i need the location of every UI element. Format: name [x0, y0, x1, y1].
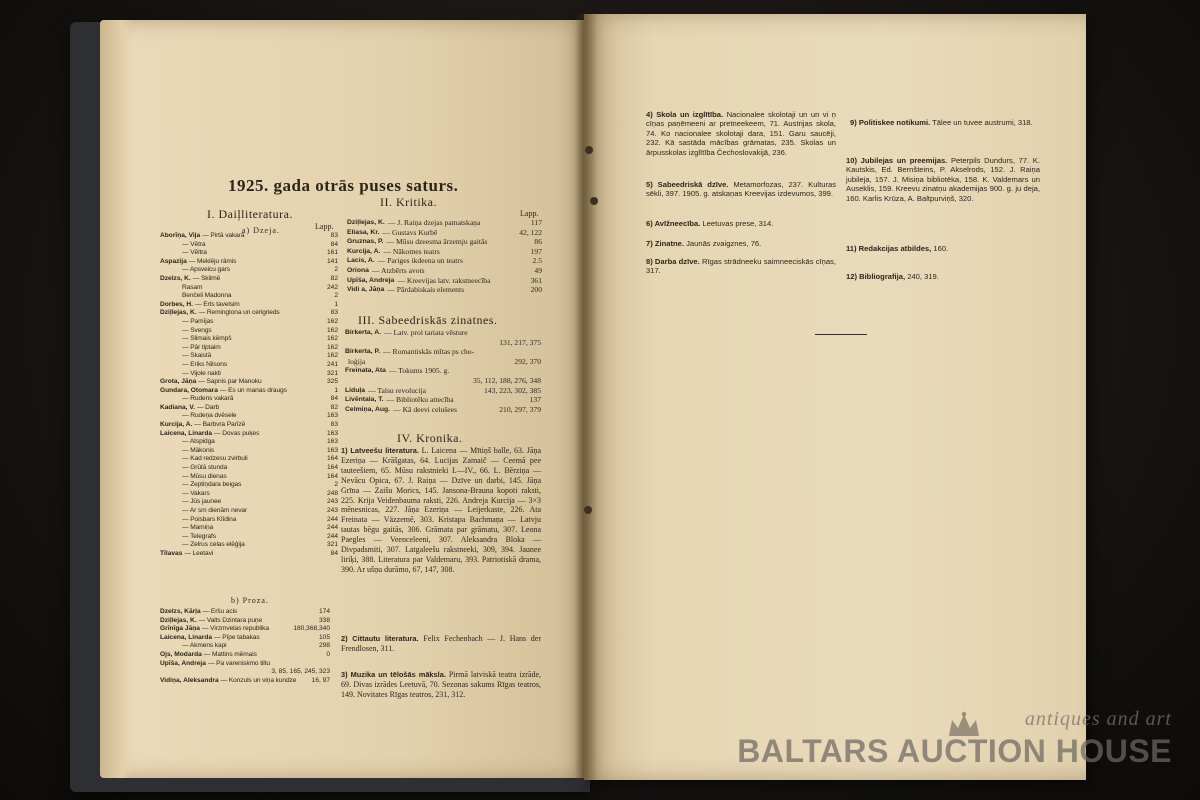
right-item-sabeedriska-dzive-text: Metamorfozas, 237. Kulturas sēkli, 397. 1905. g. atskaņas Kreevijas izdevumos, 399.: [646, 180, 836, 199]
entry-page: 2.5: [532, 256, 542, 266]
proza-entry: [160, 634, 330, 643]
dzeja-entry: [160, 412, 338, 421]
entry-page: 163: [326, 446, 338, 454]
lapp-label-daili: Lapp.: [315, 222, 334, 231]
entry-page: 84: [330, 240, 338, 248]
dzeja-entry: [160, 490, 338, 499]
right-item-avizneeciba: [646, 219, 836, 228]
dzeja-entry: [160, 352, 338, 361]
entry-author: Aborīņa, Vija: [160, 232, 201, 239]
entry-title: — Ar sm dienām nevar: [182, 507, 248, 514]
entry-page: 163: [326, 438, 338, 446]
entry-page: 242: [326, 283, 338, 291]
dzeja-entry: [160, 387, 338, 396]
entry-title: — Zeptiņdara beigas: [182, 481, 242, 489]
entry-title: — Vijole nakti: [182, 369, 221, 377]
dzeja-entry: [160, 524, 338, 533]
entry-page: 162: [326, 317, 338, 325]
entry-author: Dziļlejas, K.: [160, 616, 197, 624]
right-item-politiskee: [850, 118, 1040, 127]
entry-page: 164: [326, 464, 338, 472]
right-item-jubilejas-text: Peterpils Dundurs, 77. K. Kautskis, Ed. Bernšteins, P. Akselrods, 152. J. Raiņa jubileja, 157. J. Misiņa bibliotēka, 158. K. Valdemars un Auseklis, 159. Kreevu zinatņu akademijas 900. g. ju deja, 160. Karlis Krūza, A. Baltpurviņš, 320.: [846, 156, 1040, 203]
entry-title: — Grūtā stunda: [182, 464, 228, 472]
kritika-entry: [347, 228, 542, 238]
entry-page: 244: [326, 532, 338, 540]
entry-page: 141: [326, 257, 338, 265]
entry-title: — Mattins mēmais: [203, 650, 257, 658]
entry-page: [539, 366, 541, 376]
entry-page: 161: [326, 249, 338, 257]
dzeja-entry: [160, 370, 338, 379]
entry-title: — Konzuls un viņa kundze: [220, 676, 297, 684]
section-heading-daili: I. Daiļliteratura.: [207, 207, 293, 221]
entry-page: 248: [326, 489, 338, 497]
entry-page: 86: [534, 237, 542, 247]
entry-author: Dzelzs, K.: [160, 274, 191, 282]
proza-entry: [160, 651, 330, 660]
entry-title: [345, 376, 471, 386]
proza-entry: [160, 625, 330, 634]
dzeja-entry: [160, 232, 338, 241]
right-item-redakcijas-text: 160.: [933, 244, 949, 253]
entry-title: — Darb: [196, 403, 220, 411]
entry-title: [160, 668, 269, 677]
dzeja-entry: [160, 266, 338, 275]
entry-title: — Pīpe tabakas: [214, 633, 260, 641]
entry-page: 162: [326, 335, 338, 343]
entry-page: 82: [330, 274, 338, 282]
zinatnes-entry: [345, 395, 541, 405]
entry-page: 3, 85, 165, 245, 323: [271, 668, 330, 676]
right-item-sabeedriska-dzive: [646, 180, 836, 199]
end-rule: [815, 334, 867, 335]
entry-title: — Virzmvelas republika: [201, 625, 269, 633]
entry-page: 0: [326, 650, 330, 658]
entry-title: — Skilmē: [192, 274, 221, 282]
entry-title: — Vakars: [182, 489, 210, 497]
proza-entry: [160, 642, 330, 651]
right-item-darba-dzive: [646, 257, 836, 276]
entry-author: Celmiņa, Aug.: [345, 405, 391, 413]
dzeja-entry: [160, 249, 338, 258]
entry-title: — Zelrus celas elēģija: [182, 541, 245, 549]
entry-title: — Pamījas: [182, 317, 214, 325]
entry-title: — Tokums 1905. g.: [388, 366, 450, 376]
entry-author: Kurcija, A.: [347, 247, 381, 255]
entry-page: 117: [530, 218, 542, 227]
dzeja-entry: [160, 292, 338, 301]
entry-page: 82: [330, 403, 338, 411]
dzeja-entry: [160, 395, 338, 404]
entry-author: Upīša, Andreja: [160, 659, 206, 667]
dzeja-entry: [160, 455, 338, 464]
entry-page: 210, 297, 379: [499, 404, 541, 414]
dzeja-entry: [160, 275, 338, 284]
right-item-sabeedriska-dzive-heading: 5) Sabeedriskā dzīve.: [646, 180, 729, 189]
entry-page: 49: [534, 265, 542, 275]
zinatnes-entry: [345, 405, 541, 415]
entry-title: — Nākotnes teatrs: [383, 246, 440, 256]
entry-author: Aspazija: [160, 257, 187, 265]
entry-page: [539, 347, 541, 357]
dzeja-entry: [160, 258, 338, 267]
entry-page: 180,368,340: [293, 625, 330, 633]
entry-title: — Apsveicu gars: [182, 266, 230, 274]
entry-title: — Meklēju rāmis: [188, 257, 237, 265]
entry-title: — Vētra: [182, 240, 206, 248]
entry-page: 83: [330, 309, 338, 317]
dzeja-entry: [160, 241, 338, 250]
dzeja-entry: [160, 473, 338, 482]
right-item-avizneeciba-heading: 6) Avīžneecība.: [646, 219, 701, 228]
entry-author: Laicena, Linarda: [160, 633, 213, 641]
entry-title: — J. Raiņa dzejas pamatskaņa: [387, 218, 481, 227]
entry-page: 84: [330, 549, 338, 557]
kritika-list: [347, 218, 542, 295]
entry-page: 162: [326, 326, 338, 334]
entry-page: 338: [318, 616, 330, 624]
right-item-skola-heading: 4) Skola un izglītība.: [646, 110, 724, 119]
entry-author: Dziļlejas, K.: [347, 219, 385, 226]
proza-list: [160, 608, 330, 685]
dzeja-entry: [160, 438, 338, 447]
entry-title: [345, 338, 497, 348]
dzeja-entry: [160, 507, 338, 516]
zinatnes-entry: [345, 347, 541, 357]
entry-page: 16, 97: [311, 676, 330, 684]
dzeja-entry: [160, 550, 338, 559]
right-item-jubilejas: [846, 156, 1040, 203]
entry-title: — Bibliotēku attecība: [386, 395, 454, 405]
entry-author: Eliasa, Kr.: [347, 228, 380, 236]
entry-page: 241: [326, 360, 338, 368]
entry-title: — Romantiskās mītas ps cho-: [383, 347, 475, 357]
section-heading-kronika: IV. Kronika.: [397, 431, 463, 445]
right-item-redakcijas: [846, 244, 1040, 253]
kritika-entry: [347, 266, 542, 276]
entry-title: — Pār tiptaim: [182, 343, 221, 351]
dzeja-entry: [160, 327, 338, 336]
dzeja-entry: [160, 318, 338, 327]
dzeja-entry: [160, 344, 338, 353]
entry-title: — Slimais kēmpš: [182, 335, 232, 343]
entry-page: 243: [326, 507, 338, 514]
entry-author: Tīlavas: [160, 549, 183, 557]
entry-page: 162: [326, 352, 338, 360]
entry-title: — Leetavi: [184, 549, 214, 557]
proza-entry: [160, 668, 330, 677]
zinatnes-entry: [345, 386, 541, 396]
entry-page: 83: [330, 232, 338, 239]
entry-title: — Mākonis: [182, 446, 215, 454]
dzeja-entry: [160, 309, 338, 318]
entry-title: — Telegrafs: [182, 532, 216, 540]
right-item-bibliografija-heading: 12) Bibliografija,: [846, 272, 906, 281]
right-item-skola-text: Nacionalee skolotaji un un vi ņ cīņas paņēmeeni ar pretneekeem, 71. Austrijas skola, 74. Ko nacionalee skolotaji dara, 151. Garu saucēji, 232. Kā sastāda mācības grāmatas, 235. Skolas un ārpusskolas izglītība Čechoslovakijā, 236.: [646, 110, 836, 157]
kritika-entry: [347, 218, 542, 228]
entry-author: Grota, Jāņa: [160, 378, 197, 386]
entry-title: — Pirtā vakarā: [202, 232, 245, 239]
zinatnes-entry: [345, 357, 541, 367]
entry-title: — Pārdabiskais elements: [387, 285, 465, 295]
entry-author: Vidi a, Jāņa: [347, 286, 385, 294]
kronika-paragraph-1-heading: 1) Latveešu literatura.: [341, 446, 419, 455]
entry-page: 197: [530, 246, 542, 256]
entry-page: 321: [326, 369, 338, 377]
kronika-paragraph-3-heading: 3) Muzika un tēlošās māksla.: [341, 670, 446, 679]
section-heading-kritika: II. Kritika.: [380, 195, 437, 209]
entry-page: 83: [330, 421, 338, 429]
entry-title: — Mūsu dzeesma ārzemju gaitās: [386, 237, 488, 247]
entry-author: Dzelzs, Kārļa: [160, 608, 201, 615]
kronika-paragraph-1: [341, 446, 541, 575]
entry-page: 105: [318, 633, 330, 641]
right-item-politiskee-heading: 9) Politiskee notikumi.: [850, 118, 931, 127]
kritika-entry: [347, 256, 542, 266]
dzeja-entry: [160, 498, 338, 507]
right-item-politiskee-text: Tālee un tuvee austrumi, 318.: [932, 118, 1033, 127]
entry-page: 84: [330, 395, 338, 403]
section-heading-zinatnes: III. Sabeedriskās zinatnes.: [358, 313, 498, 327]
entry-page: 1: [334, 386, 338, 394]
right-item-avizneeciba-text: Leetuvas prese, 314.: [702, 219, 774, 228]
entry-title: — Jūs jaunee: [182, 498, 222, 506]
zinatnes-list: [345, 328, 541, 414]
right-item-zinatne-text: Jaunās zvaigznes, 76.: [686, 239, 762, 248]
dzeja-entry: [160, 447, 338, 456]
entry-page: 244: [326, 524, 338, 532]
entry-title: — Pa vareniskmo tiltu: [207, 659, 270, 667]
entry-page: 162: [326, 343, 338, 351]
entry-author: Livēntala, T.: [345, 396, 384, 404]
entry-page: 143, 223, 302, 385: [484, 385, 541, 395]
entry-author: Lacis, A.: [347, 257, 375, 265]
kritika-entry: [347, 237, 542, 247]
entry-title: — Sapnis par Manoku: [198, 378, 262, 386]
entry-page: 243: [326, 498, 338, 506]
entry-page: 298: [318, 642, 330, 650]
proza-entry: [160, 608, 330, 617]
entry-title: — Akmens kapi: [182, 642, 227, 650]
entry-author: Gundara, Otomara: [160, 386, 218, 394]
entry-page: [539, 328, 541, 338]
entry-page: [328, 660, 330, 669]
dzeja-entry: [160, 421, 338, 430]
entry-title: — Svengs: [182, 326, 212, 334]
entry-page: 325: [326, 378, 338, 386]
entry-title: loģija: [348, 356, 366, 366]
dzeja-entry: [160, 541, 338, 550]
entry-title: — Talsu revolucija: [368, 385, 426, 395]
dzeja-list: [160, 232, 338, 559]
entry-title: — Eršu acis: [202, 608, 238, 615]
entry-author: Dziļlejas, K.: [160, 309, 197, 317]
right-item-redakcijas-heading: 11) Redakcijas atbildes,: [846, 244, 932, 253]
entry-page: 137: [529, 395, 541, 405]
entry-author: Vidiņa, Aleksandra: [160, 676, 219, 684]
entry-title: — Rudens vakarā: [182, 395, 234, 403]
entry-author: Upīša, Andreja: [347, 276, 395, 284]
entry-page: 2: [334, 481, 338, 489]
entry-title: — Gustavs Kurbē: [382, 227, 438, 237]
entry-title: — Es un manas draugs: [219, 386, 287, 394]
entry-page: 164: [326, 472, 338, 480]
kronika-paragraph-3-text: Pirmā latviskā teatra izrāde, 69. Divas izrādes Leetuvā, 70. Sezonas sakums Rīgas teatros, 149. Novitates Rīgas teatros, 231, 312.: [341, 670, 542, 699]
kronika-paragraph-3: [341, 670, 541, 700]
entry-title: — Pariges ikdeena un teatrs: [377, 256, 463, 266]
right-item-jubilejas-heading: 10) Jubilejas un preemijas.: [846, 156, 948, 165]
entry-title: — Rudeņa dvēsele: [182, 412, 237, 420]
right-item-skola: [646, 110, 836, 157]
entry-title: — Kreevijas latv. rakstneecība: [397, 275, 491, 285]
dzeja-entry: [160, 378, 338, 387]
entry-author: Gruznas, P.: [347, 238, 384, 246]
entry-title: Benčeli Madonna: [182, 292, 232, 300]
kronika-paragraph-2-text: Felix Fechenbach — J. Hans der Frendlosen, 311.: [341, 634, 542, 653]
entry-page: 42, 122: [519, 227, 542, 237]
dzeja-entry: [160, 464, 338, 473]
kronika-paragraph-2-heading: 2) Cittautu literatura.: [341, 634, 419, 643]
right-item-zinatne: [646, 239, 836, 248]
page-title: 1925. gada otrās puses saturs.: [228, 176, 459, 195]
entry-title: — Skaistā: [182, 352, 212, 360]
zinatnes-entry: [345, 328, 541, 338]
proza-entry: [160, 617, 330, 626]
entry-title: — Eriks Nilsons: [182, 360, 228, 368]
entry-title: — Kad redzesu zvirbuli: [182, 455, 248, 463]
dzeja-entry: [160, 335, 338, 344]
kritika-entry: [347, 247, 542, 257]
right-item-bibliografija: [846, 272, 1040, 281]
entry-author: Laicena, Linarda: [160, 429, 213, 437]
entry-author: Birkerta, P.: [345, 348, 381, 356]
entry-author: Dorbes, H.: [160, 300, 193, 308]
entry-page: 292, 370: [514, 356, 541, 366]
dzeja-entry: [160, 430, 338, 439]
entry-title: — Kā deevi celušees: [393, 404, 457, 414]
entry-page: 131, 217, 375: [499, 337, 541, 347]
entry-title: — Dovas puķes: [214, 429, 260, 437]
right-item-darba-dzive-text: Rīgas strādneeku saimneeciskās cīņas, 317.: [646, 257, 836, 276]
entry-title: — Latv. prol tariata vēsture: [384, 328, 468, 337]
entry-title: — Remingtona un cerigrieds: [198, 309, 280, 317]
entry-page: 164: [326, 455, 338, 463]
watermark-brand: BALTARS AUCTION HOUSE: [737, 733, 1172, 769]
dzeja-entry: [160, 361, 338, 370]
entry-author: Oriona: [347, 266, 369, 274]
entry-page: 2: [334, 266, 338, 274]
auction-watermark: [737, 708, 1172, 770]
subheading-dzeja: a) Dzeja.: [242, 226, 280, 235]
entry-title: — Atzbērts avots: [371, 265, 425, 275]
book-spine: [575, 14, 597, 780]
dzeja-entry: [160, 516, 338, 525]
entry-author: Kadiana, V.: [160, 403, 195, 411]
entry-author: Freinata, Ata: [345, 367, 386, 375]
entry-page: 163: [326, 412, 338, 420]
kronika-paragraph-2: [341, 634, 541, 654]
entry-author: Liduļa: [345, 386, 366, 394]
entry-page: 35, 112, 188, 276, 348: [472, 375, 541, 385]
right-item-zinatne-heading: 7) Zinatne.: [646, 239, 684, 248]
entry-title: — Valts Dzintara puņe: [198, 616, 263, 624]
dzeja-entry: [160, 404, 338, 413]
proza-entry: [160, 660, 330, 669]
lapp-label-kritika: Lapp.: [520, 209, 539, 218]
zinatnes-entry: [345, 376, 541, 386]
entry-page: 2: [334, 292, 338, 300]
entry-author: Ojs, Modarda: [160, 650, 202, 658]
entry-title: — Barbvra Parīzē: [194, 421, 246, 429]
dzeja-entry: [160, 301, 338, 310]
dzeja-entry: [160, 533, 338, 542]
entry-title: — Mamiņa: [182, 524, 214, 532]
entry-title: — Poisbars Klīdina: [182, 515, 237, 523]
right-item-bibliografija-text: 240, 319.: [907, 272, 939, 281]
entry-page: 361: [530, 275, 542, 285]
entry-title: — Mūsu dienas: [182, 472, 227, 480]
entry-author: Birkerta, A.: [345, 329, 382, 336]
zinatnes-entry: [345, 366, 541, 376]
subheading-proza: b) Proza.: [231, 596, 269, 605]
entry-page: 321: [326, 541, 338, 549]
dzeja-entry: [160, 284, 338, 293]
entry-author: Grīnīga Jāņa: [160, 625, 200, 633]
entry-page: 163: [326, 429, 338, 437]
entry-title: — Vēltra: [182, 249, 207, 257]
right-item-darba-dzive-heading: 8) Darba dzīve.: [646, 257, 700, 266]
kronika-paragraph-1-text: L. Laicena — Mītiņš balle, 63. Jāņa Ezeriņa — Krāšgatas, 64. Lucijas Zamaič — Ceemā pee tauteešiem, 65. Mūsu rakstnieki I.—IV., 66. L. Bērziņa — Nevācu Opica, 67. J. Raiņa — Dzīve un darbi, 145. Jāņa Grīna — Zaišu Morics, 145. Jansona-Brauna kopoti raksti, 225. Krija Veidenbauma raksti, 226. Andreja Kurcija — 3×3 mēnesnicas, 227. Jāņa Ezeriņa — Leijerkaste, 226. Ata Freinata — Väzzemē, 303. Kristapa Bachmaņa — Latvju tautas bēgu gaitās, 306. Grāmata par grāmatu, 307. Leona Paegles — Veenceleeni, 307. Aleksandra Bloka — Divpadsmiti, 307. Latgaleešu rakstneeki, 309, 394. Jaunee liriķi, 388. Literatura par Valdemaru, 393. Patriotiskā drama, 390. Ar ušņu durāmo, 67, 147, 308.: [341, 446, 542, 574]
kritika-entry: [347, 276, 542, 286]
entry-title: — Erts tavelsim: [194, 300, 240, 308]
dzeja-entry: [160, 481, 338, 490]
entry-title: Rasam: [182, 283, 203, 291]
zinatnes-entry: [345, 338, 541, 348]
entry-author: Kurcija, A.: [160, 421, 193, 429]
entry-title: — Atspidga: [182, 438, 215, 446]
entry-page: 1: [334, 300, 338, 308]
kritika-entry: [347, 285, 542, 295]
entry-page: 200: [530, 285, 542, 295]
entry-page: 174: [318, 608, 330, 615]
proza-entry: [160, 677, 330, 686]
entry-page: 244: [326, 515, 338, 523]
watermark-tagline: antiques and art: [1024, 708, 1172, 730]
